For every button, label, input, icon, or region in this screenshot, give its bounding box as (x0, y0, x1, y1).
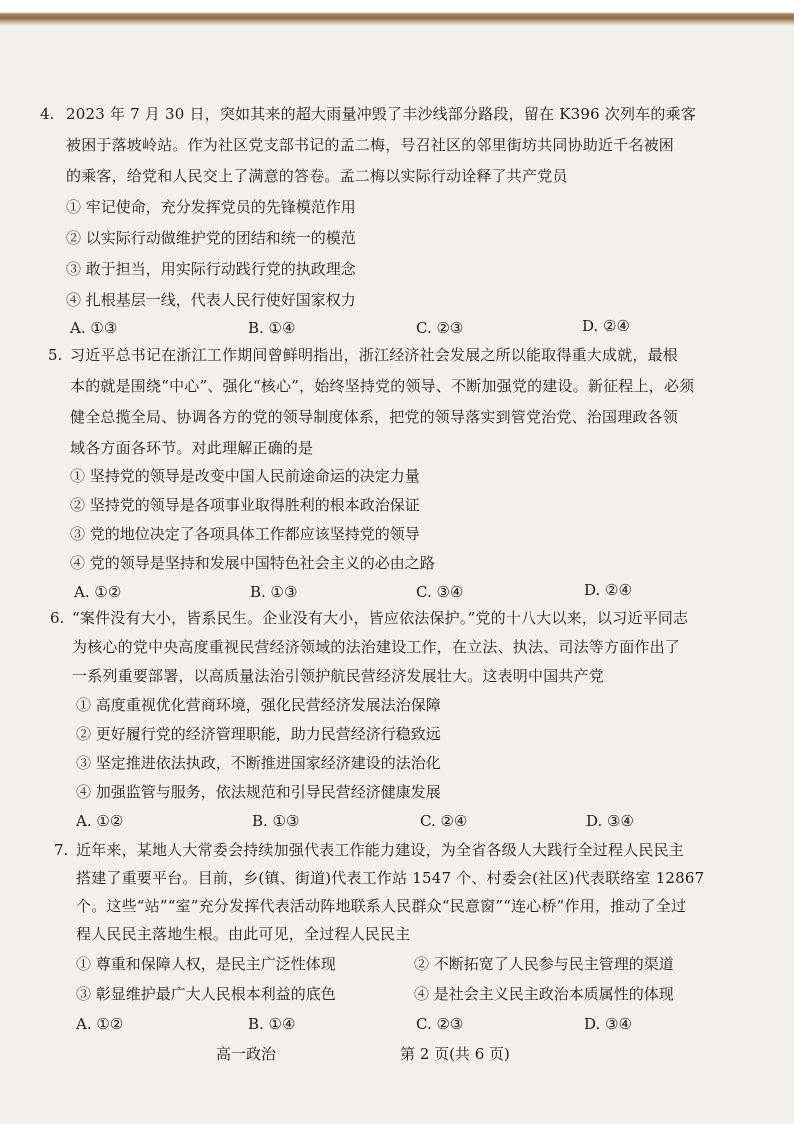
statement-option: ① 牢记使命，充分发挥党员的先锋模范作用 (66, 198, 356, 216)
footer-subject: 高一政治 (216, 1045, 277, 1063)
statement-option: ③ 敢于担当，用实际行动践行党的执政理念 (66, 260, 356, 278)
answer-choice-b: B. ①④ (248, 1015, 296, 1033)
question-text-line: 本的就是围绕“中心”、强化“核心”，始终坚持党的领导、不断加强党的建设。新征程上，必须 (70, 377, 695, 395)
answer-choice-d: D. ②④ (584, 581, 632, 599)
question-number: 7. (54, 841, 69, 859)
question-number: 6. (50, 609, 65, 627)
statement-option: ④ 是社会主义民主政治本质属性的体现 (414, 985, 674, 1003)
statement-option: ② 以实际行动做维护党的团结和统一的模范 (66, 229, 356, 247)
answer-choice-c: C. ②③ (416, 319, 464, 337)
statement-option: ③ 彰显维护最广大人民根本利益的底色 (76, 985, 336, 1003)
statement-option: ③ 党的地位决定了各项具体工作都应该坚持党的领导 (70, 525, 420, 543)
statement-option: ① 尊重和保障人权，是民主广泛性体现 (76, 955, 336, 973)
answer-choice-a: A. ①② (76, 1015, 124, 1033)
question-number: 5. (48, 346, 63, 364)
question-text-line: 近年来，某地人大常委会持续加强代表工作能力建设，为全省各级人大践行全过程人民民主 (76, 841, 685, 859)
statement-option: ② 不断拓宽了人民参与民主管理的渠道 (414, 955, 674, 973)
question-text-line: 搭建了重要平台。目前，乡(镇、街道)代表工作站 1547 个、村委会(社区)代表联络室 12867 (76, 869, 705, 887)
footer-page-number: 第 2 页(共 6 页) (400, 1045, 510, 1063)
question-text-line: 被困于落坡岭站。作为社区党支部书记的孟二梅，号召社区的邻里街坊共同协助近千名被困 (66, 136, 675, 154)
question-text-line: 程人民民主落地生根。由此可见，全过程人民民主 (76, 925, 411, 943)
answer-choice-d: D. ③④ (584, 1015, 632, 1033)
answer-choice-c: C. ③④ (416, 583, 464, 601)
statement-option: ③ 坚定推进依法执政，不断推进国家经济建设的法治化 (76, 754, 441, 772)
question-text-line: 个。这些“站”“室”充分发挥代表活动阵地联系人民群众“民意窗”“连心桥”作用，推动了全过 (76, 897, 687, 915)
question-text-line: 一系列重要部署，以高质量法治引领护航民营经济发展壮大。这表明中国共产党 (72, 667, 605, 685)
statement-option: ① 高度重视优化营商环境，强化民营经济发展法治保障 (76, 696, 441, 714)
question-text-line: “案件没有大小，皆系民生。企业没有大小，皆应依法保护。”党的十八大以来，以习近平同志 (72, 609, 689, 627)
statement-option: ① 坚持党的领导是改变中国人民前途命运的决定力量 (70, 467, 420, 485)
statement-option: ④ 扎根基层一线，代表人民行使好国家权力 (66, 291, 356, 309)
answer-choice-b: B. ①④ (248, 319, 296, 337)
statement-option: ④ 加强监管与服务，依法规范和引导民营经济健康发展 (76, 783, 441, 801)
question-text-line: 域各方面各环节。对此理解正确的是 (70, 439, 314, 457)
question-text-line: 的乘客，给党和人民交上了满意的答卷。孟二梅以实际行动诠释了共产党员 (66, 167, 568, 185)
answer-choice-a: A. ①② (74, 583, 122, 601)
answer-choice-a: A. ①② (76, 812, 124, 830)
statement-option: ② 坚持党的领导是各项事业取得胜利的根本政治保证 (70, 496, 420, 514)
answer-choice-b: B. ①③ (250, 583, 298, 601)
question-text-line: 2023 年 7 月 30 日，突如其来的超大雨量冲毁了丰沙线部分路段，留在 K396 次列车的乘客 (66, 105, 697, 123)
question-text-line: 为核心的党中央高度重视民营经济领域的法治建设工作，在立法、执法、司法等方面作出了 (72, 638, 681, 656)
question-text-line: 习近平总书记在浙江工作期间曾鲜明指出，浙江经济社会发展之所以能取得重大成就，最根 (70, 346, 679, 364)
answer-choice-d: D. ③④ (586, 812, 634, 830)
answer-choice-a: A. ①③ (70, 319, 118, 337)
answer-choice-b: B. ①③ (252, 812, 300, 830)
statement-option: ② 更好履行党的经济管理职能，助力民营经济行稳致远 (76, 725, 441, 743)
answer-choice-d: D. ②④ (582, 317, 630, 335)
question-text-line: 健全总揽全局、协调各方的党的领导制度体系，把党的领导落实到管党治党、治国理政各领 (70, 408, 679, 426)
question-number: 4. (40, 105, 55, 123)
answer-choice-c: C. ②③ (416, 1015, 464, 1033)
answer-choice-c: C. ②④ (420, 812, 468, 830)
statement-option: ④ 党的领导是坚持和发展中国特色社会主义的必由之路 (70, 554, 435, 572)
